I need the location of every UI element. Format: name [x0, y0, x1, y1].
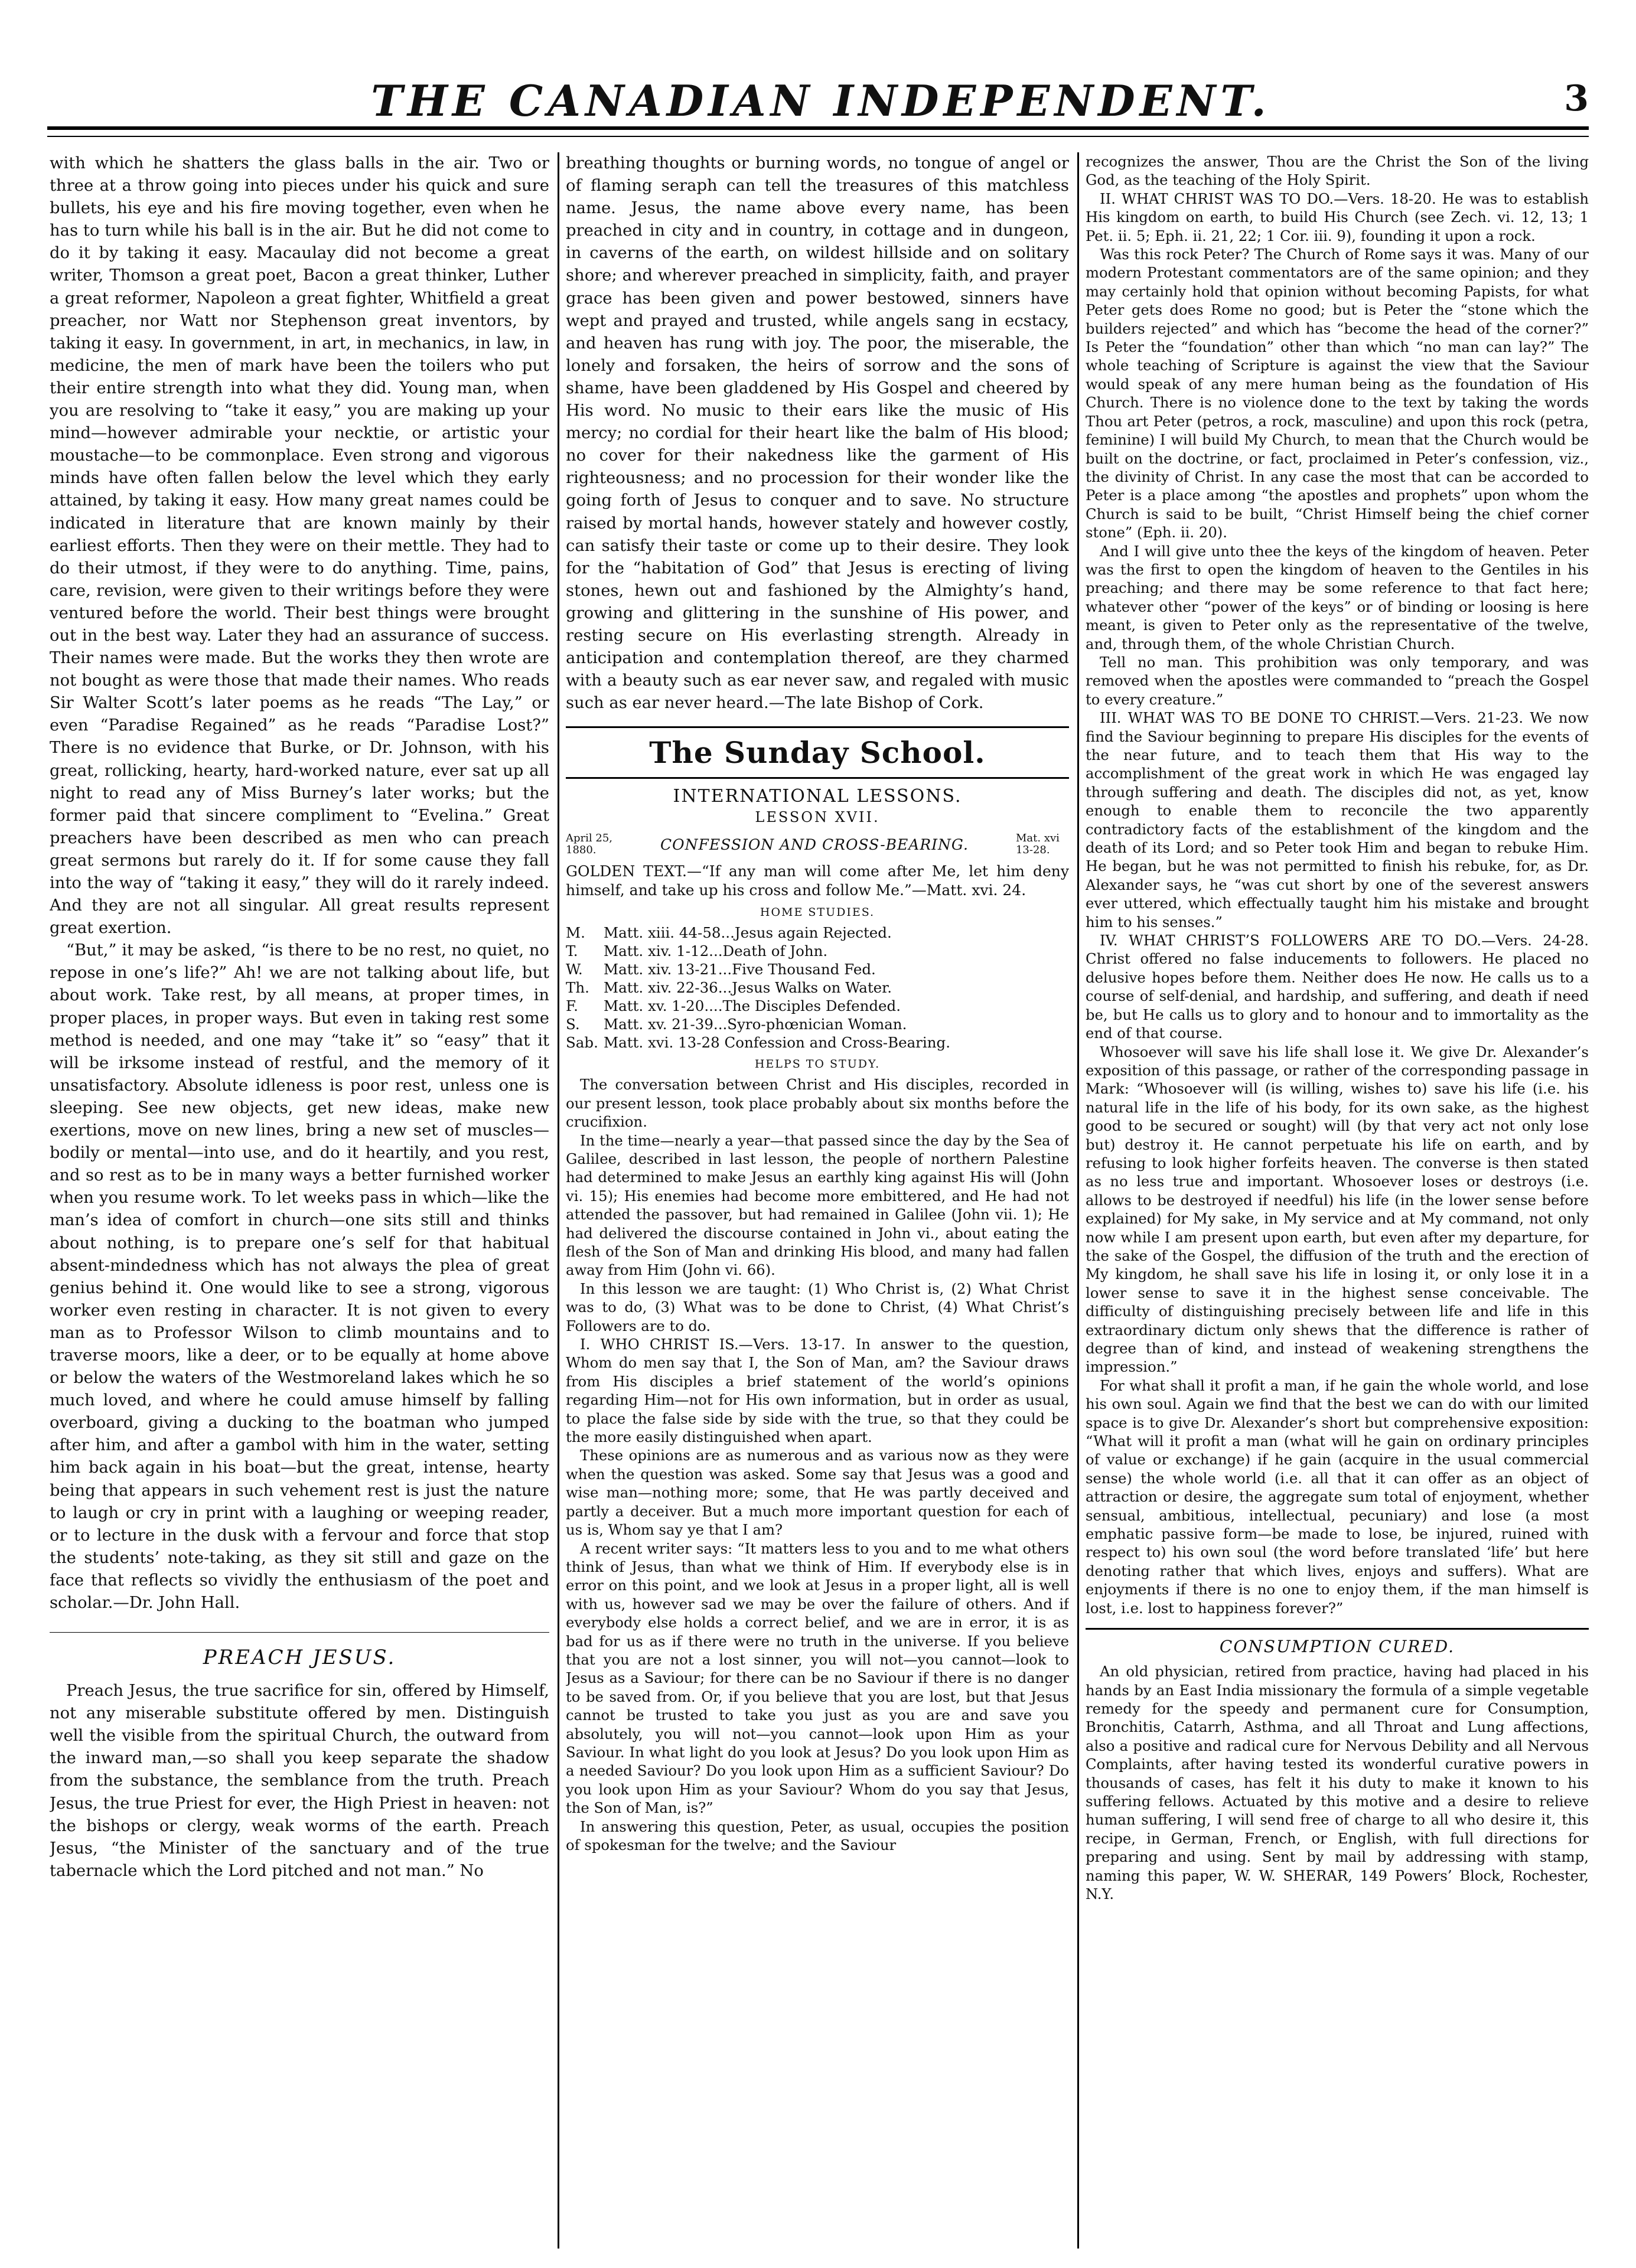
home-study-reading: Matt. xiii. 44-58...Jesus again Rejected.: [604, 924, 892, 942]
commentary-paragraph: recognizes the answer, Thou are the Christ the Son of the living God, as the teaching of the Holy Spirit.: [1086, 153, 1589, 189]
section-rule: [1086, 1628, 1589, 1630]
sunday-school-heading: The Sunday School.: [649, 735, 986, 771]
masthead-rule-thin: [47, 136, 1589, 137]
section-rule: [566, 777, 1069, 779]
commentary-paragraph: II. WHAT CHRIST WAS TO DO.—Vers. 18-20. He was to establish His kingdom on earth, to build His Church (see Zech. vi. 12, 13; 1 Pet. ii. 5; Eph. ii. 21, 22; 1 Cor. iii. 9), founding it upon a rock.: [1086, 190, 1589, 244]
home-study-item: [566, 942, 1069, 960]
home-study-item: [566, 978, 1069, 997]
ad-paragraph: An old physician, retired from practice, having had placed in his hands by an East India missionary the formula of a simple vegetable remedy for the speedy and permanent cure for Consumption, Bronchitis, Catarrh, Asthma, and all Throat and Lung affections, also a positive and radical cure for Nervous Debility and all Nervous Complaints, after having tested its wonderful curative powers in thousands of cases, has felt it his duty to make it known to his suffering fellows. Actuated by this motive and a desire to relieve human suffering, I will send free of charge to all who desire it, this recipe, in German, French, or English, with full directions for preparing and using. Sent by mail by addressing with stamp, naming this paper, W. W. SHERAR, 149 Powers’ Block, Rochester, N.Y.: [1086, 1663, 1589, 1902]
article-preach-jesus: [50, 1680, 549, 1882]
column-divider-2: [1077, 152, 1079, 2249]
home-study-item: [566, 1015, 1069, 1033]
preach-jesus-title: PREACH JESUS.: [203, 1646, 396, 1670]
commentary-paragraph: And I will give unto thee the keys of the kingdom of heaven. Peter was the first to open the kingdom of heaven to the Gentiles in his preaching; and there may be some reference to that fact here; whatever other “power of the keys” or of binding or loosing is here meant, is given to Peter only as the representative of the twelve, and, through them, of the whole Christian Church.: [1086, 542, 1589, 652]
commentary-paragraph: IV. WHAT CHRIST’S FOLLOWERS ARE TO DO.—Vers. 24-28. Christ offered no false inducements to followers. He placed no delusive hopes before them. Neither does He now. He calls us to a course of self-denial, and hardship, and suffering, and death if need be, but He calls us to glory and to honour and to immortality as the end of that course.: [1086, 932, 1589, 1042]
home-study-reading: Matt. xv. 21-39...Syro-phœnician Woman.: [604, 1016, 907, 1033]
home-study-item: [566, 997, 1069, 1015]
home-study-day: S.: [566, 1016, 580, 1033]
article-preach-jesus-continued: [566, 152, 1069, 714]
helps-paragraph: In the time—nearly a year—that passed since the day by the Sea of Galilee, described in last lesson, the people of northern Palestine had determined to make Jesus an earthly king against His will (John vi. 15); His enemies had become more embittered, and He had not attended the passover, but had remained in Galilee (John vii. 1); He had delivered the discourse contained in John vi., about eating the flesh of the Son of Man and drinking His blood, and many had fallen away from Him (John vi. 66).: [566, 1131, 1069, 1279]
lesson-number: LESSON XVII.: [755, 809, 880, 826]
column-2: [566, 152, 1069, 1854]
lesson-commentary: [1086, 152, 1589, 1617]
helps-paragraph: The conversation between Christ and His disciples, recorded in our present lesson, took place probably about six months before the crucifixion.: [566, 1076, 1069, 1131]
helps-paragraph: A recent writer says: “It matters less to you and to me what others think of Jesus, than what we think of Him. If everybody else is in error on this point, and we look at Jesus in a proper light, all is well with us, however sad we may be over the failure of others. And if everybody else holds a correct belief, and we are in error, it is as bad for us as if there were no truth in the universe. If you believe that you are not a lost sinner, you will not—you cannot—look to Jesus as a Saviour; for there can be no Saviour if there is no danger to be saved from. Or, if you believe that you are lost, but that Jesus cannot be trusted to take you just as you are and save you absolutely, you will not—you cannot—look upon Him as your Saviour. In what light do you look at Jesus? Do you look upon Him as a needed Saviour? Do you look upon Him as a sufficient Saviour? Do you look upon Him as your Saviour? Whom do you say that Jesus, the Son of Man, is?”: [566, 1539, 1069, 1817]
article-paragraph: “But,” it may be asked, “is there to be no rest, no quiet, no repose in one’s life?” Ah! we are not talking about life, but about work. Take rest, by all means, at proper times, in proper places, in proper ways. But even in taking rest some method is needed, and one may “take it” so “easy” that it will be irksome instead of restful, and the memory of it unsatisfactory. Absolute idleness is poor rest, unless one is sleeping. See new objects, get new ideas, make new exertions, move on new lines, bring a new set of muscles—bodily or mental—into use, and do it heartily, and you rest, and so rest as to be in many ways a better furnished worker when you resume work. To let weeks pass in which—like the man’s idea of comfort in church—one sits still and thinks about nothing, is to prepare one’s self for that habitual absent-mindedness which has not always the plea of great genius behind it. One would like to see a strong, vigorous worker even resting in character. It is not given to every man as to Professor Wilson to climb mountains and to traverse moors, like a deer, or to be equally at home above or below the waters of the Westmoreland lakes which he so much loved, and where he could amuse himself by falling overboard, giving a ducking to the boatman who jumped after him, and after a gambol with him in the water, setting him back again in his boat—but the great, intense, hearty being that appears in such vehement rest is just the nature to laugh or cry in print with a laughing or weeping reader, or to lecture in the dusk with a fervour and force that stop the students’ note-taking, as they sit still and gaze on the face that reflects so vividly the enthusiasm of the poet and scholar.—Dr. John Hall.: [50, 941, 549, 1612]
home-studies-title: HOME STUDIES.: [760, 906, 875, 919]
helps-paragraph: In this lesson we are taught: (1) Who Christ is, (2) What Christ was to do, (3) What was to be done to Christ, (4) What Christ’s Followers are to do.: [566, 1280, 1069, 1334]
masthead: [53, 76, 1589, 129]
consumption-cured-title: CONSUMPTION CURED.: [1219, 1637, 1455, 1657]
helps-paragraph: In answering this question, Peter, as usual, occupies the position of spokesman for the twelve; and the Saviour: [566, 1817, 1069, 1853]
article-paragraph: with which he shatters the glass balls in the air. Two or three at a throw going into pieces under his quick and sure bullets, his eye and his fire moving together, even when he has to turn while his ball is in the air. But he did not come to do it by taking it easy. Macaulay did not become a great writer, Thomson a great poet, Bacon a great thinker, Luther a great reformer, Napoleon a great fighter, Whitfield a great preacher, nor Watt nor Stephenson great inventors, by taking it easy. In government, in art, in mechanics, in law, in medicine, the men of mark have been the toilers who put their entire strength into what they did. Young man, when you are resolving to “take it easy,” you are making up your mind—however admirable your necktie, or artistic your moustache—to be commonplace. Even strong and vigorous minds have often fallen below the level which they early attained, by taking it easy. How many great names could be indicated in literature that are known mainly by their earliest efforts. Then they were on their mettle. They had to do their utmost, if they were to do anything. Time, pains, care, revision, were given to their writings before they were ventured before the world. Their best things were brought out in the best way. Later they had an assurance of success. Their names were made. But the works they then wrote are not bought as were those that made their names. Who reads Sir Walter Scott’s later poems as he reads “The Lay,” or even “Paradise Regained” as he reads “Paradise Lost?” There is no evidence that Burke, or Dr. Johnson, with his great, rollicking, hearty, hard-worked nature, ever sat up all night to read any of Miss Burney’s later works; but the former paid that sincere compliment to “Evelina.” Great preachers have been described as men who can preach great sermons but rarely do it. If for some cause they fall into the way of “taking it easy,” they will do it rarely indeed. And they are not all singular. All great results represent great exertion.: [50, 154, 549, 938]
home-study-reading: Matt. xvi. 13-28 Confession and Cross-Bearing.: [604, 1034, 950, 1052]
lesson-name: CONFESSION AND CROSS-BEARING.: [660, 836, 969, 853]
helps-to-study-title: HELPS TO STUDY.: [754, 1058, 881, 1071]
home-study-item: [566, 923, 1069, 942]
masthead-rule-thick: [47, 126, 1589, 130]
lesson-line: [566, 833, 1069, 856]
column-1: [50, 152, 549, 1882]
home-study-day: Sab.: [566, 1034, 598, 1052]
home-study-reading: Matt. xiv. 13-21...Five Thousand Fed.: [604, 961, 876, 978]
section-divider: [50, 1632, 549, 1633]
column-divider-1: [558, 152, 559, 2249]
home-study-reading: Matt. xiv. 22-36...Jesus Walks on Water.: [604, 979, 892, 997]
commentary-paragraph: Tell no man. This prohibition was only temporary, and was removed when the apostles were commanded to “preach the Gospel to every creature.”: [1086, 653, 1589, 708]
consumption-cured-ad: [1086, 1662, 1589, 1903]
helps-paragraph: These opinions are as numerous and as various now as they were when the question was asked. Some say that Jesus was a good and wise man—nothing more; some, that He was partly deceived and partly a deceiver. But a much more important question for each of us is, Whom say ye that I am?: [566, 1447, 1069, 1539]
article-paragraph: Preach Jesus, the true sacrifice for sin, offered by Himself, not any miserable substitute offered by men. Distinguish well the visible from the spiritual Church, the outward from the inward man,—so shall you keep separate the shadow from the substance, the semblance from the truth. Preach Jesus, the true Priest for ever, the High Priest in heaven: not the bishops or clergy, weak worms of the earth. Preach Jesus, “the Minister of the sanctuary and of the true tabernacle which the Lord pitched and not man.” No: [50, 1682, 549, 1880]
helps-paragraph: I. WHO CHRIST IS.—Vers. 13-17. In answer to the question, Whom do men say that I, the Son of Man, am? the Saviour draws from His disciples a brief statement of the world’s opinions regarding Him—not for His own information, but in order as usual, to place the false side by side with the true, so that they could be the more easily distinguished when apart.: [566, 1336, 1069, 1446]
commentary-paragraph: Whosoever will save his life shall lose it. We give Dr. Alexander’s exposition of this passage, or rather of the corresponding passage in Mark: “Whosoever will (is willing, wishes to) save his life (i.e. his natural life in the life of his body, for its own sake, as the highest good to be secured or sought) will (by that very act not only lose but) destroy it. He cannot perpetuate his life on earth, and by refusing to look higher forfeits heaven. The converse is then stated as no less true and important. Whosoever loses or destroys (i.e. allows to be destroyed if needful) his life (in the lower sense before explained) for My sake, in My service and at My command, not only now while I am present upon earth, but even after my departure, for the sake of the Gospel, the diffusion of the truth and the erection of My kingdom, he shall save his life in losing it, or only lose it in a lower sense to save it in the highest sense conceivable. The difficulty of distinguishing precisely between life and life in this extraordinary dictum only shews that the difference is rather of degree than of kind, and instead of weakening strengthens the impression.”: [1086, 1043, 1589, 1376]
article-take-it-easy: [50, 152, 549, 1614]
home-study-reading: Matt. xv. 1-20....The Disciples Defended.: [604, 997, 901, 1015]
section-rule: [566, 726, 1069, 728]
international-lessons-title: INTERNATIONAL LESSONS.: [673, 786, 962, 807]
home-studies-list: [566, 923, 1069, 1052]
home-study-day: W.: [566, 961, 583, 978]
home-study-day: F.: [566, 997, 578, 1015]
commentary-paragraph: For what shall it profit a man, if he gain the whole world, and lose his own soul. Again we find that the best we can do with our limited space is to give Dr. Alexander’s short but comprehensive exposition: “What will it profit a man (what will he gain on ordinary principles of value or exchange) if he gain (acquire in the usual commercial sense) the whole world (i.e. all that it can offer as an object of attraction or desire, the aggregate sum total of enjoyment, whether sensual, ambitious, intellectual, pecuniary) and lose (a most emphatic passive form—be made to lose, be injured, ruined with respect to) his own soul (the word before translated ‘life’ but here denoting rather that which lives, enjoys and suffers). What are enjoyments if there is no one to enjoy them, if the man himself is lost, i.e. lost to happiness forever?”: [1086, 1376, 1589, 1617]
masthead-title: THE CANADIAN INDEPENDENT.: [371, 76, 1271, 126]
home-study-item: [566, 1033, 1069, 1052]
commentary-paragraph: III. WHAT WAS TO BE DONE TO CHRIST.—Vers. 21-23. We now find the Saviour beginning to prepare His disciples for the events of the near future, and to teach them that His way to the accomplishment of the great work in which He was engaged lay through suffering and death. The disciples did not, as yet, know enough to enable them to reconcile the two apparently contradictory facts of the establishment of the kingdom and the death of its Lord; and so Peter took Him and began to rebuke Him. He began, but he was not permitted to finish his rebuke, for, as Dr. Alexander says, he “was cut short by one of the severest answers ever uttered, which effectually taught him his mistake and brought him to his senses.”: [1086, 709, 1589, 931]
home-study-reading: Matt. xiv. 1-12...Death of John.: [604, 942, 828, 960]
helps-to-study: [566, 1075, 1069, 1854]
lesson-date: April 25, 1880.: [566, 832, 612, 857]
home-study-day: M.: [566, 924, 585, 942]
home-study-item: [566, 960, 1069, 978]
lesson-reference: Mat. xvi 13-28.: [1015, 832, 1060, 857]
home-study-day: Th.: [566, 979, 589, 997]
column-3: [1086, 152, 1589, 1903]
article-paragraph: breathing thoughts or burning words, no tongue of angel or of flaming seraph can tell the treasures of this matchless name. Jesus, the name above every name, has been preached in city and in country, in cottage and in dungeon, in caverns of the earth, on wildest hillside and on solitary shore; and wherever preached in simplicity, faith, and prayer grace has been given and power bestowed, sinners have wept and prayed and trusted, while angels sang in ecstacy, and heaven has rung with joy. The poor, the miserable, the lonely and forsaken, the heirs of sorrow and the sons of shame, have been gladdened by His Gospel and cheered by His word. No music to their ears like the music of His mercy; no cordial for their heart like the balm of His blood; no cover for their nakedness like the garment of His righteousness; and no procession for their wonder like the going forth of Jesus to conquer and to save. No structure raised by mortal hands, however stately and however costly, can satisfy their taste or come up to their desire. They look for the “habitation of God” that Jesus is erecting of living stones, hewn out and fashioned by the Almighty’s hand, growing and glittering in the sunshine of His power, and resting secure on His everlasting strength. Already in anticipation and contemplation thereof, are they charmed with a beauty such as ear never saw, and regaled with music such as ear never heard.—The late Bishop of Cork.: [566, 154, 1069, 713]
home-study-day: T.: [566, 942, 578, 960]
page-number: 3: [1564, 78, 1589, 119]
golden-text: GOLDEN TEXT.—“If any man will come after Me, let him deny himself, and take up his cross and follow Me.”—Matt. xvi. 24.: [566, 863, 1069, 899]
commentary-paragraph: Was this rock Peter? The Church of Rome says it was. Many of our modern Protestant commentators are of the same opinion; and they may certainly hold that opinion without becoming Papists, for what Peter gets does Rome no good; but is Peter the “stone which the builders rejected” and which has “become the head of the corner?” Is Peter the “foundation” other than which “no man can lay?” The whole teaching of Scripture is against the view that the Saviour would speak of any mere human being as the foundation of His Church. There is no violence done to the text by taking the words Thou art Peter (petros, a rock, masculine) and upon this rock (petra, feminine) I will build My Church, to mean that the Church would be built on the doctrine, or fact, proclaimed in Peter’s confession, viz., the divinity of Christ. In any case the most that can be accorded to Peter is a place among “the apostles and prophets” upon whom the Church is said to be built, “Christ Himself being the chief corner stone” (Eph. ii. 20).: [1086, 246, 1589, 541]
